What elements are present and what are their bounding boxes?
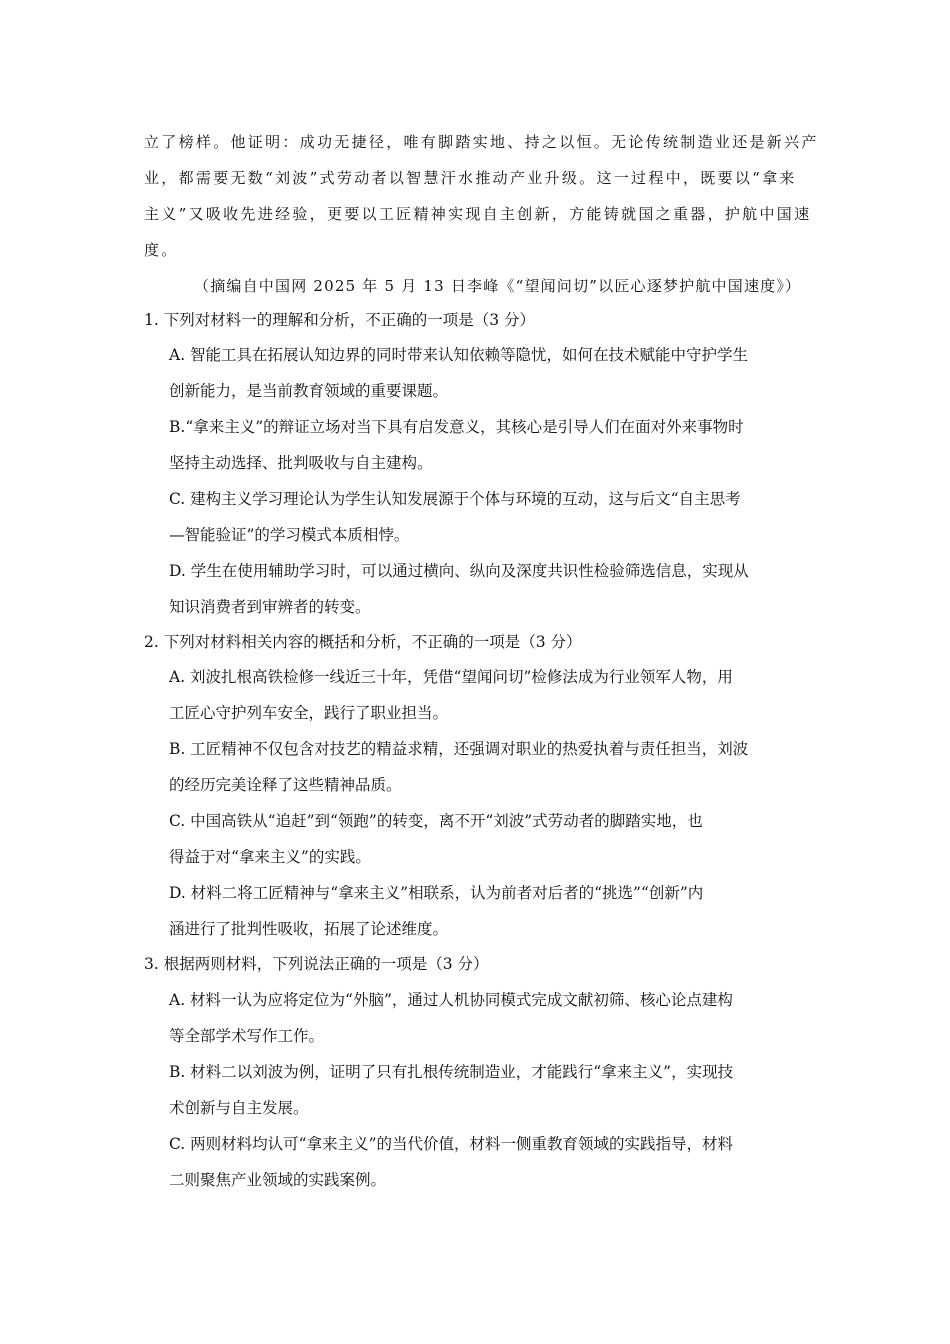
question-2-stem: 2. 下列对材料相关内容的概括和分析，不正确的一项是（3 分）: [144, 633, 582, 651]
question-1-option-c-cont: —智能验证”的学习模式本质相悖。: [169, 526, 410, 544]
passage-line: 业，都需要无数“刘波”式劳动者以智慧汗水推动产业升级。这一过程中，既要以“拿来: [144, 169, 797, 187]
passage-line: 度。: [144, 241, 179, 259]
question-2-option-a-cont: 工匠心守护列车安全，践行了职业担当。: [169, 704, 449, 722]
passage-line: 立了榜样。他证明：成功无捷径，唯有脚踏实地、持之以恒。无论传统制造业还是新兴产: [144, 133, 819, 151]
question-2-option-b: B. 工匠精神不仅包含对技艺的精益求精，还强调对职业的热爱执着与责任担当，刘波: [169, 740, 749, 758]
question-3-option-b: B. 材料二以刘波为例，证明了只有扎根传统制造业，才能践行“拿来主义”，实现技: [169, 1063, 734, 1081]
question-3-option-c: C. 两则材料均认可“拿来主义”的当代价值，材料一侧重教育领域的实践指导，材料: [169, 1135, 734, 1153]
question-3-option-a: A. 材料一认为应将定位为“外脑”，通过人机协同模式完成文献初筛、核心论点建构: [169, 991, 733, 1009]
question-2-option-d: D. 材料二将工匠精神与“拿来主义”相联系，认为前者对后者的“挑选”“创新”内: [169, 884, 704, 902]
question-1-option-b-cont: 坚持主动选择、批判吸收与自主建构。: [169, 454, 433, 472]
question-1-option-a-cont: 创新能力，是当前教育领域的重要课题。: [169, 382, 449, 400]
question-2-option-d-cont: 涵进行了批判性吸收，拓展了论述维度。: [169, 920, 449, 938]
question-1-option-c: C. 建构主义学习理论认为学生认知发展源于个体与环境的互动，这与后文“自主思考: [169, 490, 741, 508]
question-2-option-c-cont: 得益于对“拿来主义”的实践。: [169, 848, 371, 866]
question-2-option-b-cont: 的经历完美诠释了这些精神品质。: [169, 776, 402, 794]
question-3-option-b-cont: 术创新与自主发展。: [169, 1099, 309, 1117]
question-1-option-d: D. 学生在使用辅助学习时，可以通过横向、纵向及深度共识性检验筛选信息，实现从: [169, 562, 749, 580]
question-1-option-b: B.“拿来主义”的辩证立场对当下具有启发意义，其核心是引导人们在面对外来事物时: [169, 418, 744, 436]
question-2-option-a: A. 刘波扎根高铁检修一线近三十年，凭借“望闻问切”检修法成为行业领军人物，用: [169, 668, 733, 686]
passage-line: 主义”又吸收先进经验，更要以工匠精神实现自主创新，方能铸就国之重器，护航中国速: [144, 205, 812, 223]
question-3-option-c-cont: 二则聚焦产业领域的实践案例。: [169, 1171, 387, 1189]
question-2-option-c: C. 中国高铁从“追赶”到“领跑”的转变，离不开“刘波”式劳动者的脚踏实地，也: [169, 812, 703, 830]
question-1-option-a: A. 智能工具在拓展认知边界的同时带来认知依赖等隐忧，如何在技术赋能中守护学生: [169, 346, 749, 364]
passage-source: （摘编自中国网 2025 年 5 月 13 日李峰《“望闻问切”以匠心逐梦护航中国速度》）: [194, 277, 802, 295]
question-3-stem: 3. 根据两则材料，下列说法正确的一项是（3 分）: [144, 955, 489, 973]
question-1-option-d-cont: 知识消费者到审辨者的转变。: [169, 598, 371, 616]
question-3-option-a-cont: 等全部学术写作工作。: [169, 1027, 325, 1045]
question-1-stem: 1. 下列对材料一的理解和分析，不正确的一项是（3 分）: [144, 311, 536, 329]
